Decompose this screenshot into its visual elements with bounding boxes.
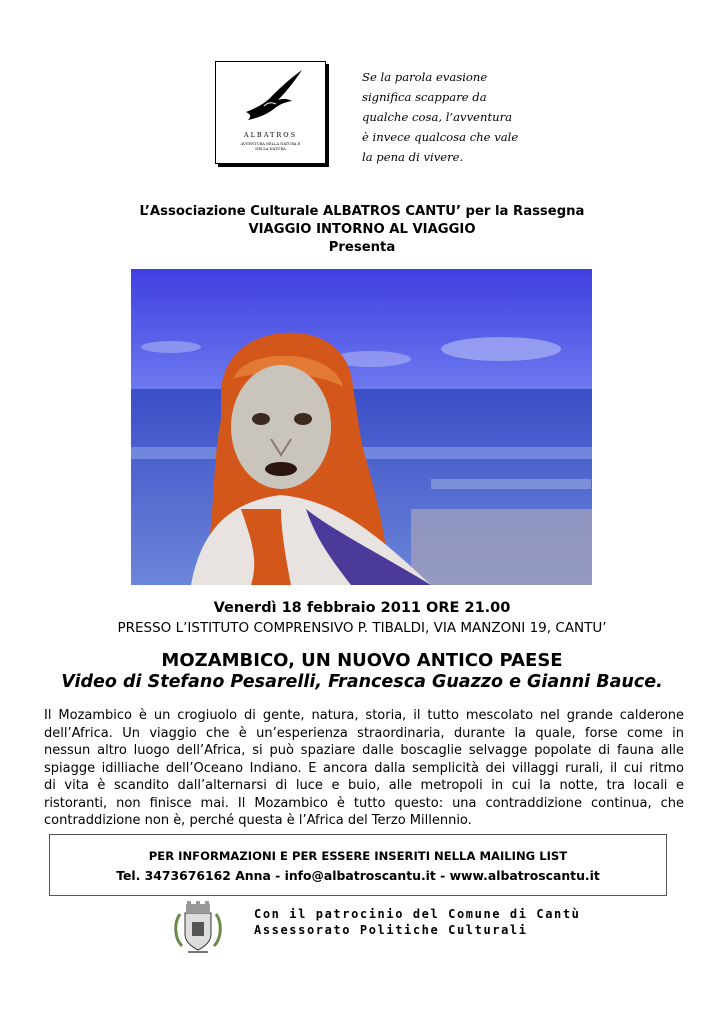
paragraph-line: dell’Africa. Un viaggio che è un’esperienza straordinaria, durante la quale, forse come in [44, 725, 684, 741]
quote-line: Se la parola evasione [362, 70, 488, 84]
logo-name: ALBATROS [243, 131, 298, 139]
paragraph-line: ristoranti, non finisce mai. Il Mozambico è tutto questo: una contraddizione continua, che [44, 795, 684, 811]
event-subtitle: Video di Stefano Pesarelli, Francesca Guazzo e Gianni Bauce. [61, 672, 663, 692]
paragraph-line: nessun altro luogo dell’Africa, si può spaziare dalle boscaglie selvagge popolate di fauna alle [44, 743, 684, 758]
event-date: Venerdì 18 febbraio 2011 ORE 21.00 [213, 600, 511, 616]
albatros-logo [215, 61, 326, 164]
intro-line-series: VIAGGIO INTORNO AL VIAGGIO [248, 222, 476, 237]
quote-line: la pena di vivere. [362, 150, 464, 164]
patronage-line: Assessorato Politiche Culturali [254, 923, 528, 937]
quote-block [362, 67, 562, 167]
intro-line-association: L’Associazione Culturale ALBATROS CANTU’ per la Rassegna [139, 204, 585, 219]
quote-line: è invece qualcosa che vale [362, 130, 519, 144]
intro-heading [0, 203, 724, 257]
contact-details: Tel. 3473676162 Anna - info@albatroscantu.it - www.albatroscantu.it [116, 868, 600, 883]
photo-portrait [131, 269, 592, 585]
quote-line: significa scappare da [362, 90, 487, 104]
description-paragraph [44, 707, 684, 830]
event-venue: PRESSO L’ISTITUTO COMPRENSIVO P. TIBALDI, VIA MANZONI 19, CANTU’ [117, 620, 607, 636]
logo-tagline: AVVENTURA NELLA NATURA E NELLA NATURA [240, 142, 301, 151]
paragraph-line: Il Mozambico è un crogiuolo di gente, natura, storia, il tutto mescolato nel grande calderone [44, 708, 684, 723]
event-title: MOZAMBICO, UN NUOVO ANTICO PAESE [161, 650, 563, 671]
mailing-list-heading: PER INFORMAZIONI E PER ESSERE INSERITI NELLA MAILING LIST [148, 849, 568, 863]
paragraph-line: contraddizione non è, perché questa è l’Africa del Terzo Millennio. [44, 813, 472, 828]
event-photo [131, 269, 592, 585]
albatros-bird-icon [242, 68, 306, 124]
contact-info-box [49, 834, 667, 896]
quote-line: qualche cosa, l’avventura [362, 110, 513, 124]
municipal-crest-icon [170, 900, 226, 958]
intro-line-presents: Presenta [328, 240, 396, 255]
patronage-line: Con il patrocinio del Comune di Cantù [254, 907, 581, 921]
paragraph-line: di vita è scandito dall’alternarsi di luce e buio, alle metropoli in cui la notte, tra locali e [44, 778, 684, 793]
paragraph-line: spiagge idilliache dell’Oceano Indiano. E ancora dalla semplicità dei villaggi rurali, il cui ritmo [44, 760, 684, 776]
patronage [254, 906, 581, 938]
